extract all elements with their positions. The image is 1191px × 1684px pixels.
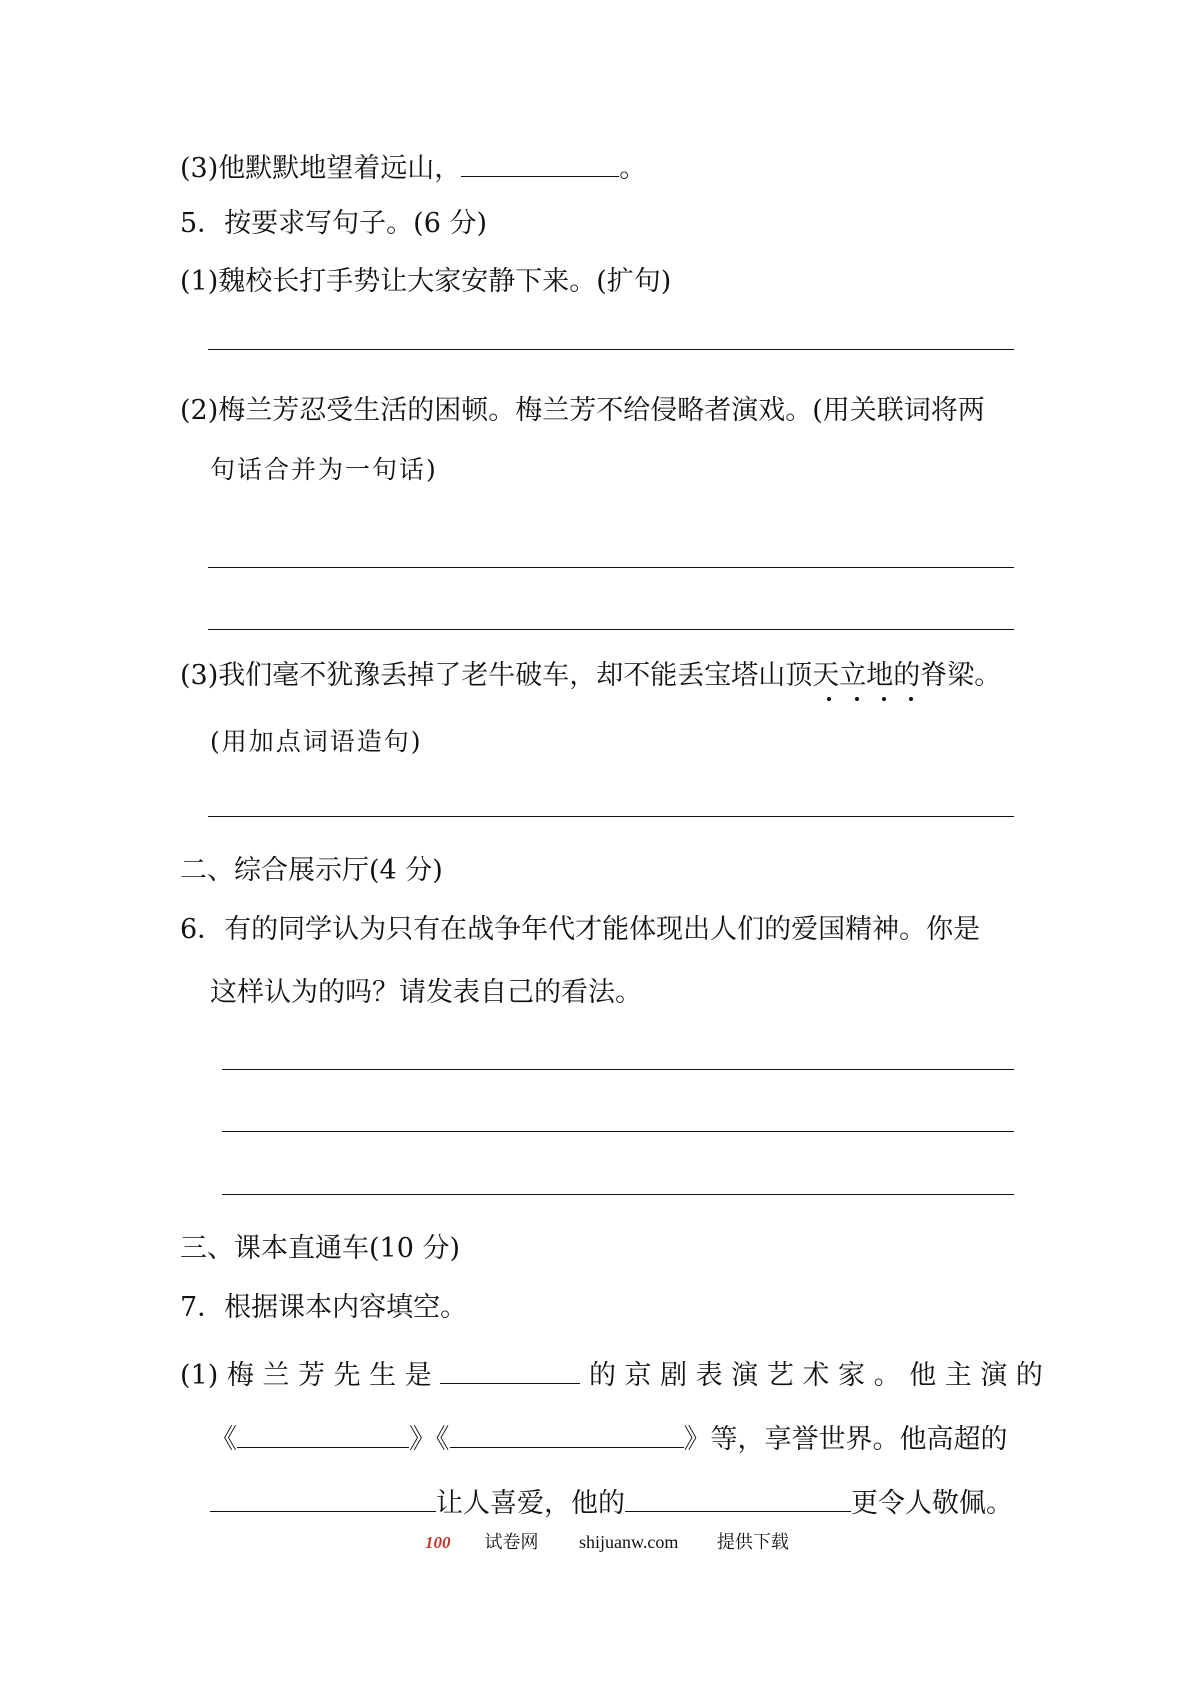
answer-line[interactable] bbox=[208, 629, 1014, 630]
emphasis-dot bbox=[909, 697, 913, 701]
question-7-1-line3: 让人喜爱，他的 更令人敬佩。 bbox=[210, 1483, 1013, 1522]
answer-line[interactable] bbox=[222, 1131, 1014, 1132]
emphasis-dot bbox=[855, 697, 859, 701]
section-3-heading: 三、课本直通车(10 分) bbox=[180, 1233, 461, 1264]
answer-line[interactable] bbox=[222, 1069, 1014, 1070]
answer-blank[interactable] bbox=[440, 1355, 580, 1384]
page-footer bbox=[425, 1528, 823, 1554]
answer-line[interactable] bbox=[208, 816, 1014, 817]
question-5-heading: 5．按要求写句子。(6 分) bbox=[180, 208, 488, 239]
question-7-heading: 7．根据课本内容填空。 bbox=[180, 1292, 468, 1323]
answer-line[interactable] bbox=[208, 349, 1014, 350]
question-6-line1: 6．有的同学认为只有在战争年代才能体现出人们的爱国精神。你是 bbox=[180, 914, 981, 945]
question-5-1: (1)魏校长打手势让大家安静下来。(扩句) bbox=[180, 266, 672, 297]
answer-blank[interactable] bbox=[461, 148, 619, 177]
site-name: 试卷网 bbox=[484, 1532, 539, 1552]
answer-blank[interactable] bbox=[625, 1483, 851, 1512]
answer-blank[interactable] bbox=[210, 1483, 436, 1512]
section-2-heading: 二、综合展示厅(4 分) bbox=[180, 855, 443, 886]
question-7-1-line2: 《 》《 》等，享誉世界。他高超的 bbox=[210, 1419, 1008, 1458]
question-5-3-line1: (3)我们毫不犹豫丢掉了老牛破车，却不能丢宝塔山顶天立地的脊梁。 bbox=[180, 660, 1002, 691]
site-logo: 100 bbox=[425, 1533, 451, 1552]
question-5-2-line1: (2)梅兰芳忍受生活的困顿。梅兰芳不给侵略者演戏。(用关联词将两 bbox=[180, 395, 985, 426]
answer-blank[interactable] bbox=[450, 1419, 684, 1448]
question-5-3-line2: (用加点词语造句) bbox=[210, 727, 423, 756]
emphasized-words: 天立地 bbox=[812, 660, 894, 691]
emphasis-dot bbox=[827, 697, 831, 701]
question-6-line2: 这样认为的吗？请发表自己的看法。 bbox=[210, 977, 642, 1008]
answer-line[interactable] bbox=[208, 567, 1014, 568]
answer-line[interactable] bbox=[222, 1194, 1014, 1195]
footer-note: 提供下载 bbox=[716, 1532, 789, 1552]
emphasis-dot bbox=[882, 697, 886, 701]
answer-blank[interactable] bbox=[237, 1419, 409, 1448]
question-4-3: (3)他默默地望着远山， 。 bbox=[180, 148, 646, 187]
question-7-1-line1: (1) 梅 兰 芳 先 生 是 的 京 剧 表 演 艺 术 家 。 他 主 演 的 bbox=[180, 1355, 1043, 1394]
site-url[interactable]: shijuanw.com bbox=[579, 1532, 679, 1552]
question-5-2-line2: 句话合并为一句话) bbox=[210, 455, 438, 484]
